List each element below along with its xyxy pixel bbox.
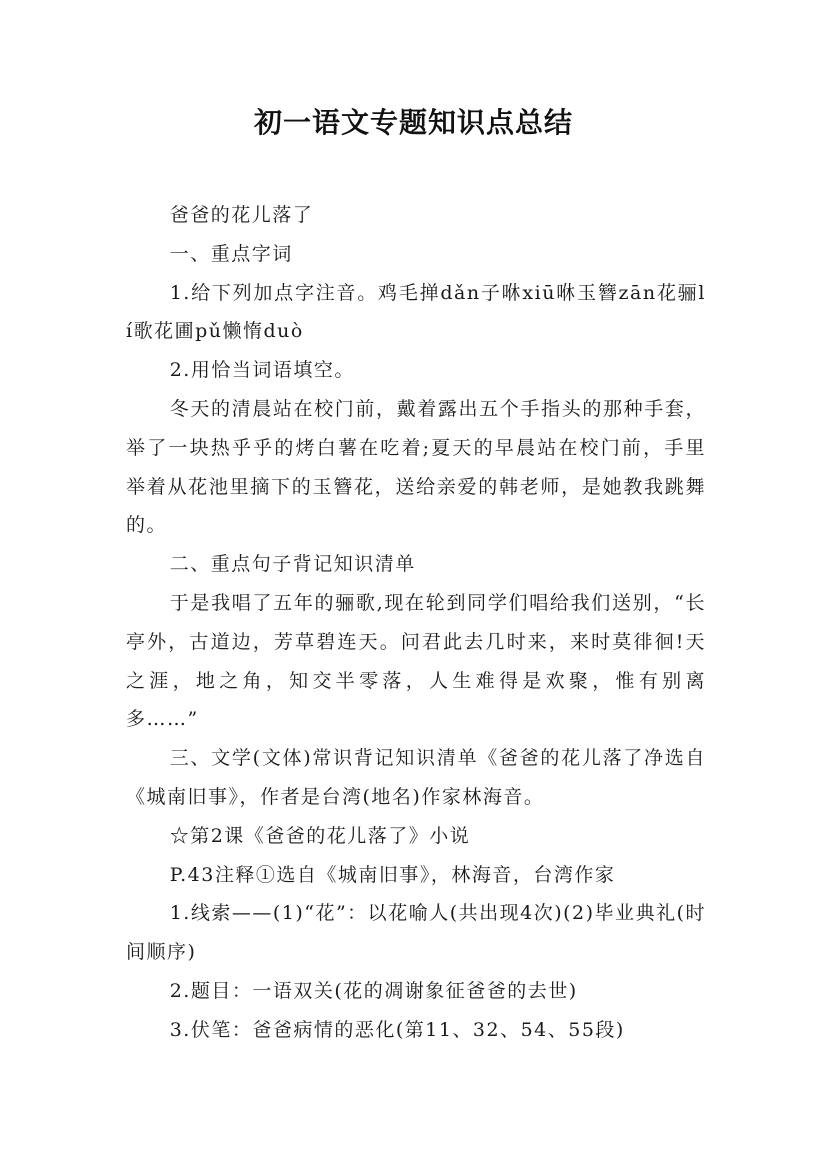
paragraph-pronunciation-exercise: 1.给下列加点字注音。鸡毛掸dǎn子咻xiū咻玉簪zān花骊lí歌花圃pǔ懒惰duò	[126, 281, 706, 343]
paragraph-section-heading: 一、重点字词	[169, 242, 293, 265]
paragraph-lesson-heading: ☆第2课《爸爸的花儿落了》小说	[169, 824, 471, 847]
paragraph-annotation: P.43注释①选自《城南旧事》，林海音，台湾作家	[169, 863, 616, 886]
document-title: 初一语文专题知识点总结	[253, 106, 573, 139]
paragraph-foreshadowing: 3.伏笔：爸爸病情的恶化(第11、32、54、55段)	[169, 1018, 625, 1041]
paragraph-quote: 于是我唱了五年的骊歌,现在轮到同学们唱给我们送别，“长亭外，古道边，芳草碧连天。问君此去几时来，来时莫徘徊!天之涯，地之角，知交半零落，人生难得是欢聚，惟有别离多……”	[126, 591, 706, 731]
paragraph-literary-knowledge: 三、文学(文体)常识背记知识清单《爸爸的花儿落了净选自《城南旧事》，作者是台湾(地名)作家林海音。	[126, 747, 706, 808]
document-body	[126, 196, 706, 1050]
paragraph-lesson-title: 爸爸的花儿落了	[169, 204, 314, 226]
paragraph-clue: 1.线索——(1)“花”：以花喻人(共出现4次)(2)毕业典礼(时间顺序)	[126, 902, 706, 964]
paragraph-title-analysis: 2.题目：一语双关(花的凋谢象征爸爸的去世)	[169, 979, 578, 1002]
paragraph-section-heading: 二、重点句子背记知识清单	[169, 553, 416, 576]
paragraph-passage: 冬天的清晨站在校门前，戴着露出五个手指头的那种手套，举了一块热乎乎的烤白薯在吃着;夏天的早晨站在校门前，手里举着从花池里摘下的玉簪花，送给亲爱的韩老师，是她教我跳舞的。	[126, 397, 706, 537]
paragraph-fill-in-exercise: 2.用恰当词语填空。	[169, 359, 355, 382]
